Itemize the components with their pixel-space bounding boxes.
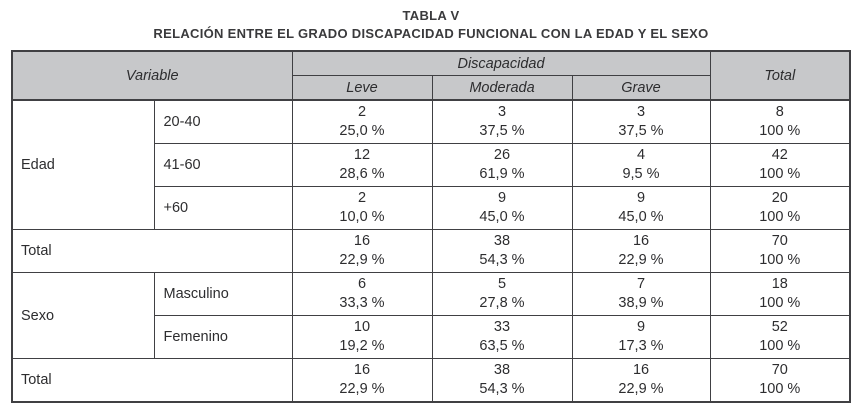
percent-value: 54,3 %: [479, 381, 525, 397]
cell-grave: [572, 273, 710, 316]
percent-value: 100 %: [759, 209, 801, 225]
table-row: [12, 100, 850, 144]
cell-grave: [572, 316, 710, 359]
cell-grave: [572, 187, 710, 230]
cell-grave: [572, 100, 710, 144]
cell-leve: [292, 100, 432, 144]
header-variable: Variable: [12, 51, 292, 100]
header-row-1: [12, 51, 850, 76]
header-grave: Grave: [572, 76, 710, 101]
row-label: Masculino: [155, 273, 292, 316]
count-value: 20: [771, 190, 788, 206]
cell-leve: [292, 359, 432, 403]
percent-value: 17,3 %: [618, 338, 664, 354]
cell-total: [710, 144, 850, 187]
cell-leve: [292, 230, 432, 273]
percent-value: 22,9 %: [618, 381, 664, 397]
cell-total: [710, 230, 850, 273]
percent-value: 27,8 %: [479, 295, 525, 311]
percent-value: 19,2 %: [339, 338, 385, 354]
header-total: Total: [710, 51, 850, 100]
percent-value: 38,9 %: [618, 295, 664, 311]
percent-value: 9,5 %: [622, 166, 660, 182]
page-subtitle: RELACIÓN ENTRE EL GRADO DISCAPACIDAD FUNCIONAL CON LA EDAD Y EL SEXO: [153, 26, 709, 41]
count-value: 3: [636, 104, 646, 120]
count-value: 2: [357, 104, 367, 120]
count-value: 12: [353, 147, 371, 163]
count-value: 42: [771, 147, 788, 163]
cell-moderada: [432, 359, 572, 403]
cell-moderada: [432, 273, 572, 316]
cell-leve: [292, 187, 432, 230]
count-value: 38: [493, 233, 511, 249]
cell-total: [710, 100, 850, 144]
cell-grave: [572, 230, 710, 273]
table-row-total-edad: [12, 230, 850, 273]
count-value: 10: [353, 319, 371, 335]
cell-total: [710, 187, 850, 230]
cell-grave: [572, 144, 710, 187]
header-discapacidad: Discapacidad: [292, 51, 710, 76]
percent-value: 10,0 %: [339, 209, 385, 225]
percent-value: 37,5 %: [618, 123, 664, 139]
percent-value: 28,6 %: [339, 166, 385, 182]
count-value: 52: [771, 319, 788, 335]
percent-value: 37,5 %: [479, 123, 525, 139]
count-value: 16: [353, 362, 371, 378]
count-value: 7: [636, 276, 646, 292]
count-value: 5: [497, 276, 507, 292]
percent-value: 100 %: [759, 123, 801, 139]
count-value: 9: [636, 190, 646, 206]
percent-value: 61,9 %: [479, 166, 525, 182]
count-value: 3: [497, 104, 507, 120]
percent-value: 54,3 %: [479, 252, 525, 268]
table-caption: [0, 0, 862, 43]
row-label: Total: [12, 359, 292, 403]
percent-value: 22,9 %: [339, 381, 385, 397]
percent-value: 22,9 %: [618, 252, 664, 268]
count-value: 26: [493, 147, 511, 163]
percent-value: 45,0 %: [479, 209, 525, 225]
group-label-edad: Edad: [12, 100, 155, 230]
count-value: 16: [632, 233, 650, 249]
percent-value: 22,9 %: [339, 252, 385, 268]
cell-grave: [572, 359, 710, 403]
cell-moderada: [432, 187, 572, 230]
cell-moderada: [432, 100, 572, 144]
cell-leve: [292, 316, 432, 359]
cell-moderada: [432, 144, 572, 187]
count-value: 9: [497, 190, 507, 206]
count-value: 70: [771, 233, 788, 249]
table-row-total-sexo: [12, 359, 850, 403]
header-moderada: Moderada: [432, 76, 572, 101]
percent-value: 100 %: [759, 338, 801, 354]
percent-value: 25,0 %: [339, 123, 385, 139]
cell-moderada: [432, 230, 572, 273]
cell-total: [710, 316, 850, 359]
count-value: 38: [493, 362, 511, 378]
count-value: 18: [771, 276, 788, 292]
percent-value: 45,0 %: [618, 209, 664, 225]
row-label: 20-40: [155, 100, 292, 144]
count-value: 2: [357, 190, 367, 206]
percent-value: 100 %: [759, 166, 801, 182]
percent-value: 33,3 %: [339, 295, 385, 311]
count-value: 4: [636, 147, 646, 163]
results-table: [11, 50, 851, 403]
row-label: 41-60: [155, 144, 292, 187]
table-row: [12, 273, 850, 316]
cell-leve: [292, 144, 432, 187]
count-value: 9: [636, 319, 646, 335]
count-value: 6: [357, 276, 367, 292]
percent-value: 100 %: [759, 381, 801, 397]
count-value: 70: [771, 362, 788, 378]
group-label-sexo: Sexo: [12, 273, 155, 359]
cell-total: [710, 359, 850, 403]
count-value: 33: [493, 319, 511, 335]
percent-value: 63,5 %: [479, 338, 525, 354]
percent-value: 100 %: [759, 295, 801, 311]
row-label: +60: [155, 187, 292, 230]
cell-total: [710, 273, 850, 316]
cell-moderada: [432, 316, 572, 359]
page-title: TABLA V: [402, 8, 460, 23]
count-value: 16: [353, 233, 371, 249]
count-value: 8: [775, 104, 784, 120]
count-value: 16: [632, 362, 650, 378]
row-label: Total: [12, 230, 292, 273]
percent-value: 100 %: [759, 252, 801, 268]
header-leve: Leve: [292, 76, 432, 101]
cell-leve: [292, 273, 432, 316]
row-label: Femenino: [155, 316, 292, 359]
